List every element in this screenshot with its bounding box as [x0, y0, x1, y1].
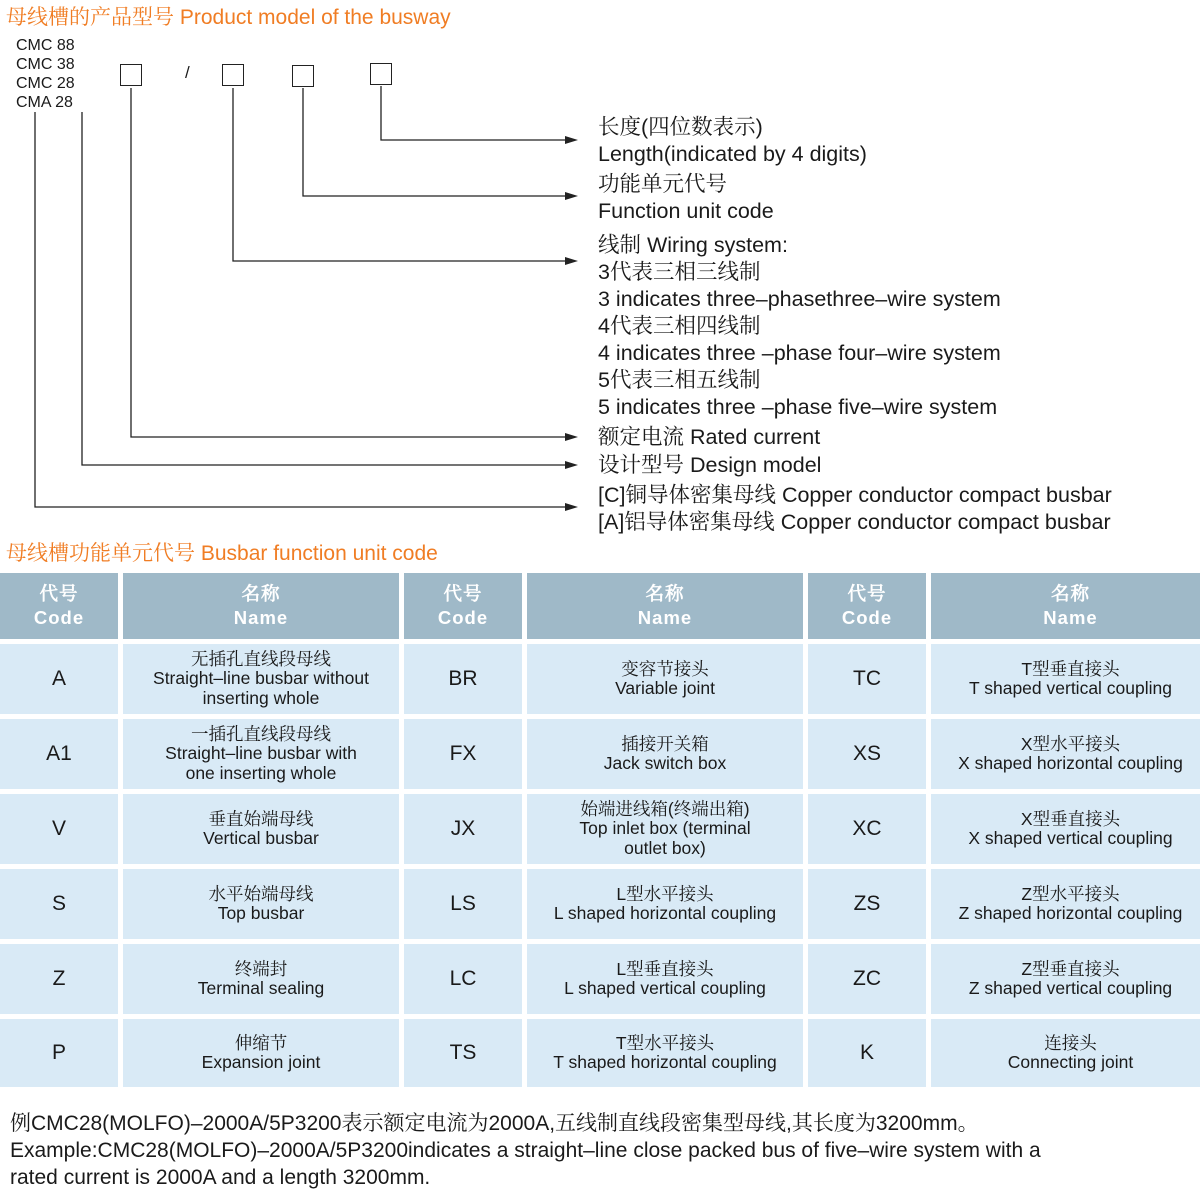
header-name: [931, 573, 1200, 639]
model-diagram: [0, 0, 1200, 545]
leader-wiring-system: [233, 88, 565, 261]
function-name-line: 伸缩节: [234, 1032, 288, 1053]
header-label-en: Code: [437, 607, 489, 628]
function-name-line: T shaped vertical coupling: [969, 678, 1172, 698]
function-unit-table: [0, 568, 1200, 1092]
header-label-en: Name: [1043, 607, 1098, 628]
header-label-cn: 代号: [443, 583, 483, 604]
desc-length: [598, 114, 867, 168]
function-name-cell: [931, 869, 1200, 939]
header-label-en: Name: [233, 607, 289, 628]
desc-conductor: [598, 482, 1112, 536]
table-row: [0, 944, 1200, 1014]
function-name-line: T shaped horizontal coupling: [553, 1052, 777, 1072]
table-row: [0, 794, 1200, 864]
function-name-line: Z型垂直接头: [1021, 958, 1120, 979]
model-code-1: CMC 88: [16, 37, 75, 54]
function-code-cell: A1: [0, 719, 118, 789]
function-code-cell: A: [0, 644, 118, 714]
function-name-line: 连接头: [1044, 1032, 1097, 1053]
model-code-2: CMC 38: [16, 56, 75, 73]
arrow-length: [565, 136, 578, 144]
function-name-line: Variable joint: [615, 678, 715, 698]
function-name-line: Jack switch box: [603, 753, 727, 773]
desc-conductor-copper: [C]铜导体密集母线 Copper conductor compact busbar: [598, 483, 1112, 507]
desc-function-unit-cn: 功能单元代号: [598, 172, 728, 196]
function-name-cell: [123, 644, 399, 714]
function-name-cell: [527, 644, 803, 714]
header-label-en: Code: [841, 607, 893, 628]
desc-wiring-line: 3 indicates three–phasethree–wire system: [598, 287, 1001, 311]
desc-length-en: Length(indicated by 4 digits): [598, 142, 867, 166]
leader-function-unit: [303, 88, 565, 196]
header-name: [123, 573, 399, 639]
header-label-en: Code: [33, 607, 85, 628]
desc-design-model-text: 设计型号 Design model: [598, 453, 822, 477]
function-name-line: Top inlet box (terminal: [579, 818, 751, 839]
leader-length: [381, 86, 565, 140]
desc-function-unit-en: Function unit code: [598, 199, 774, 223]
function-name-cell: [527, 1019, 803, 1087]
table-row: [0, 644, 1200, 714]
function-name-line: 变容节接头: [621, 658, 709, 679]
function-code-cell: S: [0, 869, 118, 939]
desc-wiring-line: 3代表三相三线制: [598, 260, 761, 284]
function-name-line: L shaped horizontal coupling: [553, 903, 777, 923]
function-code-cell: JX: [404, 794, 522, 864]
table-row: [0, 869, 1200, 939]
function-name-line: L型水平接头: [616, 883, 714, 904]
function-name-cell: [123, 869, 399, 939]
header-code: [808, 573, 926, 639]
example-text: [10, 1110, 1041, 1191]
function-name-line: 插接开关箱: [621, 733, 709, 754]
desc-wiring-line: 4 indicates three –phase four–wire system: [598, 341, 1001, 365]
function-name-line: L型垂直接头: [616, 958, 714, 979]
leader-conductor: [35, 112, 565, 507]
function-name-cell: [931, 719, 1200, 789]
arrow-wiring-system: [565, 257, 578, 265]
function-code-cell: ZS: [808, 869, 926, 939]
arrow-design-model: [565, 461, 578, 469]
function-name-line: outlet box): [624, 837, 706, 858]
function-name-cell: [931, 644, 1200, 714]
function-name-cell: [123, 719, 399, 789]
function-name-line: Expansion joint: [201, 1052, 321, 1072]
function-code-cell: TS: [404, 1019, 522, 1087]
wiring-system-slot: [222, 64, 244, 86]
example-line-cn: 例CMC28(MOLFO)–2000A/5P3200表示额定电流为2000A,五线制直线段密集型母线,其长度为3200mm。: [10, 1112, 979, 1135]
rated-current-slot: [120, 64, 142, 86]
leader-design-model: [82, 112, 565, 465]
function-name-line: 终端封: [234, 958, 288, 979]
header-name: [527, 573, 803, 639]
function-name-line: inserting whole: [202, 687, 320, 708]
function-code-cell: ZC: [808, 944, 926, 1014]
desc-wiring-line: 线制 Wiring system:: [598, 233, 788, 257]
header-label-cn: 代号: [847, 583, 887, 604]
function-code-cell: Z: [0, 944, 118, 1014]
function-name-cell: [123, 794, 399, 864]
function-name-cell: [527, 869, 803, 939]
function-unit-slot: [292, 65, 314, 87]
table-row: [0, 1019, 1200, 1087]
length-slot: [370, 63, 392, 85]
desc-wiring-system: [598, 232, 1001, 421]
function-name-line: Vertical busbar: [203, 828, 319, 848]
model-code-3: CMC 28: [16, 75, 75, 92]
header-label-cn: 名称: [1050, 583, 1090, 604]
function-name-line: Z shaped vertical coupling: [968, 978, 1173, 998]
header-code: [0, 573, 118, 639]
function-name-line: Terminal sealing: [197, 978, 325, 998]
function-code-cell: LC: [404, 944, 522, 1014]
function-name-line: X shaped vertical coupling: [968, 828, 1173, 848]
function-name-cell: [527, 794, 803, 864]
desc-conductor-aluminum: [A]铝导体密集母线 Copper conductor compact busbar: [598, 510, 1111, 534]
function-name-cell: [123, 944, 399, 1014]
desc-wiring-line: 5代表三相五线制: [598, 368, 761, 392]
function-code-cell: FX: [404, 719, 522, 789]
header-code: [404, 573, 522, 639]
slash-separator: /: [185, 63, 190, 82]
function-name-cell: [931, 944, 1200, 1014]
function-name-cell: [931, 794, 1200, 864]
header-label-cn: 代号: [39, 583, 79, 604]
model-section-heading: 母线槽的产品型号 Product model of the busway: [6, 6, 451, 29]
function-name-line: Top busbar: [217, 903, 305, 923]
function-name-cell: [527, 719, 803, 789]
arrow-rated-current: [565, 433, 578, 441]
desc-rated-current-text: 额定电流 Rated current: [598, 425, 821, 449]
function-name-line: Connecting joint: [1007, 1052, 1134, 1072]
desc-rated-current: [598, 424, 820, 451]
function-name-line: Z型水平接头: [1021, 883, 1120, 904]
function-name-line: one inserting whole: [185, 762, 337, 783]
function-name-line: Straight–line busbar without: [153, 668, 369, 689]
function-code-cell: XS: [808, 719, 926, 789]
function-name-line: Z shaped horizontal coupling: [958, 903, 1183, 923]
function-name-line: T型垂直接头: [1021, 658, 1120, 679]
function-code-cell: P: [0, 1019, 118, 1087]
function-name-line: Straight–line busbar with: [165, 743, 357, 764]
function-name-line: X shaped horizontal coupling: [958, 753, 1183, 773]
function-name-line: 始端进线箱(终端出箱): [580, 798, 750, 819]
arrow-function-unit: [565, 192, 578, 200]
function-name-line: X型水平接头: [1020, 733, 1121, 754]
desc-wiring-line: 4代表三相四线制: [598, 314, 761, 338]
desc-design-model: [598, 452, 821, 479]
function-code-cell: XC: [808, 794, 926, 864]
function-code-cell: LS: [404, 869, 522, 939]
header-label-en: Name: [637, 607, 693, 628]
example-line-en-1: Example:CMC28(MOLFO)–2000A/5P3200indicates a straight–line close packed bus of five–wire system with a: [10, 1139, 1041, 1162]
function-name-line: X型垂直接头: [1020, 808, 1121, 829]
desc-function-unit: [598, 171, 774, 225]
function-name-line: 一插孔直线段母线: [191, 723, 331, 744]
table-body: [0, 644, 1200, 1087]
header-label-cn: 名称: [241, 583, 281, 604]
table-header-row: [0, 573, 1200, 639]
function-name-line: 水平始端母线: [208, 883, 314, 904]
desc-length-cn: 长度(四位数表示): [598, 115, 763, 139]
function-code-cell: V: [0, 794, 118, 864]
example-line-en-2: rated current is 2000A and a length 3200mm.: [10, 1166, 431, 1189]
arrow-conductor: [565, 503, 578, 511]
function-name-cell: [527, 944, 803, 1014]
function-code-cell: K: [808, 1019, 926, 1087]
header-label-cn: 名称: [645, 583, 685, 604]
function-name-cell: [123, 1019, 399, 1087]
desc-wiring-line: 5 indicates three –phase five–wire system: [598, 395, 998, 419]
function-code-cell: BR: [404, 644, 522, 714]
function-section-heading: 母线槽功能单元代号 Busbar function unit code: [6, 542, 438, 565]
model-code-4: CMA 28: [16, 94, 73, 111]
table-row: [0, 719, 1200, 789]
function-name-line: T型水平接头: [615, 1032, 715, 1053]
function-code-cell: TC: [808, 644, 926, 714]
function-name-line: 无插孔直线段母线: [191, 648, 331, 669]
function-name-line: L shaped vertical coupling: [564, 978, 766, 998]
function-name-cell: [931, 1019, 1200, 1087]
function-name-line: 垂直始端母线: [208, 808, 314, 829]
